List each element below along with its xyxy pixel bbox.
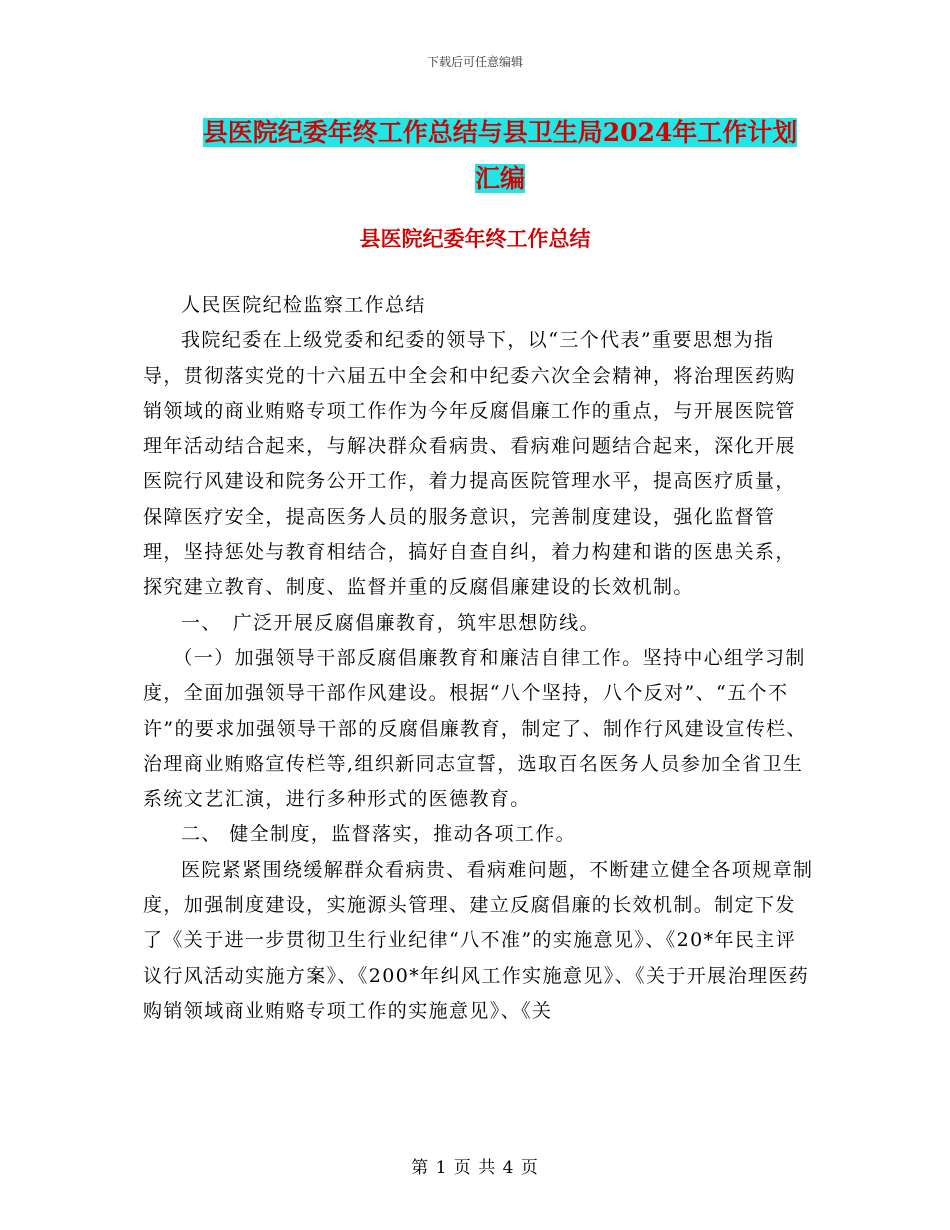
- heading-one: 一、 广泛开展反腐倡廉教育，筑牢思想防线。: [181, 611, 600, 634]
- paragraph-subtitle: 人民医院纪检监察工作总结: [181, 294, 426, 316]
- paragraph-item-one: （一）加强领导干部反腐倡廉教育和廉洁自律工作。坚持中心组学习制度，全面加强领导干部作风建设。根据“八个坚持，八个反对”、“五个不许”的要求加强领导干部的反腐倡廉教育，制定了、制作行风建设宣传栏、治理商业贿赂宣传栏等,组织新同志宣誓，选取百名医务人员参加全省卫生系统文艺汇演，进行多种形式的医德教育。: [143, 646, 807, 811]
- document-body: [143, 288, 815, 1029]
- document-title-line1: 县医院纪委年终工作总结与县卫生局2024年工作计划: [202, 118, 798, 147]
- document-title-line2: 汇编: [474, 164, 525, 193]
- page-footer: 第 1 页 共 4 页: [411, 1158, 539, 1178]
- paragraph-two: 医院紧紧围绕缓解群众看病贵、看病难问题，不断建立健全各项规章制度，加强制度建设，实施源头管理、建立反腐倡廉的长效机制。制定下发了《关于进一步贯彻卫生行业纪律“八不准”的实施意见》、《20*年民主评议行风活动实施方案》、《200*年纠风工作实施意见》、《关于开展治理医药购销领域商业贿赂专项工作的实施意见》、《关: [143, 858, 814, 1022]
- header-note: 下载后可任意编辑: [426, 55, 523, 69]
- paragraph-intro: 我院纪委在上级党委和纪委的领导下，以“三个代表”重要思想为指导，贯彻落实党的十六届五中全会和中纪委六次全会精神，将治理医药购销领域的商业贿赂专项工作作为今年反腐倡廉工作的重点，与开展医院管理年活动结合起来，与解决群众看病贵、看病难问题结合起来，深化开展医院行风建设和院务公开工作，着力提高医院管理水平，提高医疗质量，保障医疗安全，提高医务人员的服务意识，完善制度建设，强化监督管理，坚持惩处与教育相结合，搞好自查自纠，着力构建和谐的医患关系，探究建立教育、制度、监督并重的反腐倡廉建设的长效机制。: [143, 329, 796, 599]
- document-title: [190, 110, 810, 202]
- section-title: 县医院纪委年终工作总结: [359, 226, 591, 251]
- heading-two: 二、 健全制度，监督落实，推动各项工作。: [181, 823, 577, 846]
